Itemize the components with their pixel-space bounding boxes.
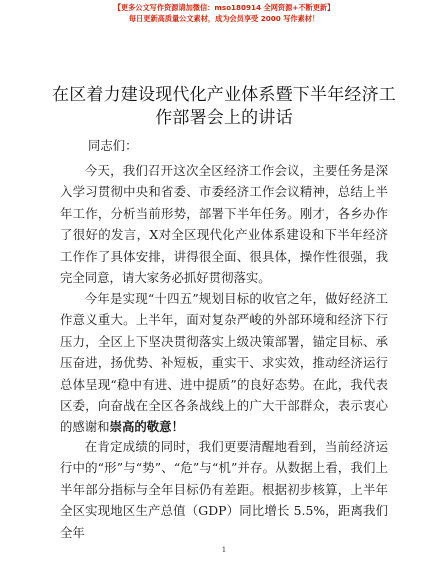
- paragraph-3-text: 在肯定成绩的同时，我们更要清醒地看到，当前经济运行中的“形”与“势”、“危”与“机”并存。从数据上看，我们上半年部分指标与全年目标仍有差距。根据初步核算，上半年全区实现地区生产总值（GDP）同比增长 5.5%，距离我们全年: [60, 439, 388, 540]
- document-title-line2: 作部署会上的讲话: [155, 108, 293, 128]
- salutation: 同志们：: [88, 138, 138, 153]
- paragraph-1-text: 今天，我们召开这次全区经济工作会议，主要任务是深入学习贯彻中央和省委、市委经济工作会议精神，总结上半年工作，分析当前形势，部署下半年任务。刚才，各乡办作了很好的发言，X对全区现代化产业体系建设和下半年经济工作作了具体安排，讲得很全面、很具体，操作性很强，我完全同意，请大家务必抓好贯彻落实。: [60, 163, 388, 286]
- promo-banner: [0, 2, 448, 24]
- paragraph-2-bold: 崇高的敬意！: [109, 419, 184, 435]
- document-title-line1: 在区着力建设现代化产业体系暨下半年经济工: [52, 85, 396, 105]
- paragraph-2: [60, 288, 388, 438]
- paragraph-2-text: [60, 288, 388, 438]
- promo-banner-line2: 每日更新高质量公文素材，成为会员享受 2000 写作素材！: [128, 14, 320, 23]
- document-title: [40, 84, 408, 130]
- paragraph-3: [60, 436, 388, 543]
- paragraph-1: [60, 160, 388, 288]
- paragraph-2-main: 今年是实现“十四五”规划目标的收官之年，做好经济工作意义重大。上半年，面对复杂严峻的外部环境和经济下行压力，全区上下坚决贯彻落实上级决策部署，锚定目标、承压奋进，扬优势、补短板，重实干、求实效，推动经济运行总体呈现“稳中有进、进中提质”的良好态势。在此，我代表区委，向奋战在全区各条战线上的广大干部群众，表示衷心的感谢和: [60, 291, 388, 435]
- promo-banner-line1: 【更多公文写作资源请加微信：mso180914 全网资源+不断更新】: [113, 3, 335, 12]
- page-number: 1: [221, 546, 227, 554]
